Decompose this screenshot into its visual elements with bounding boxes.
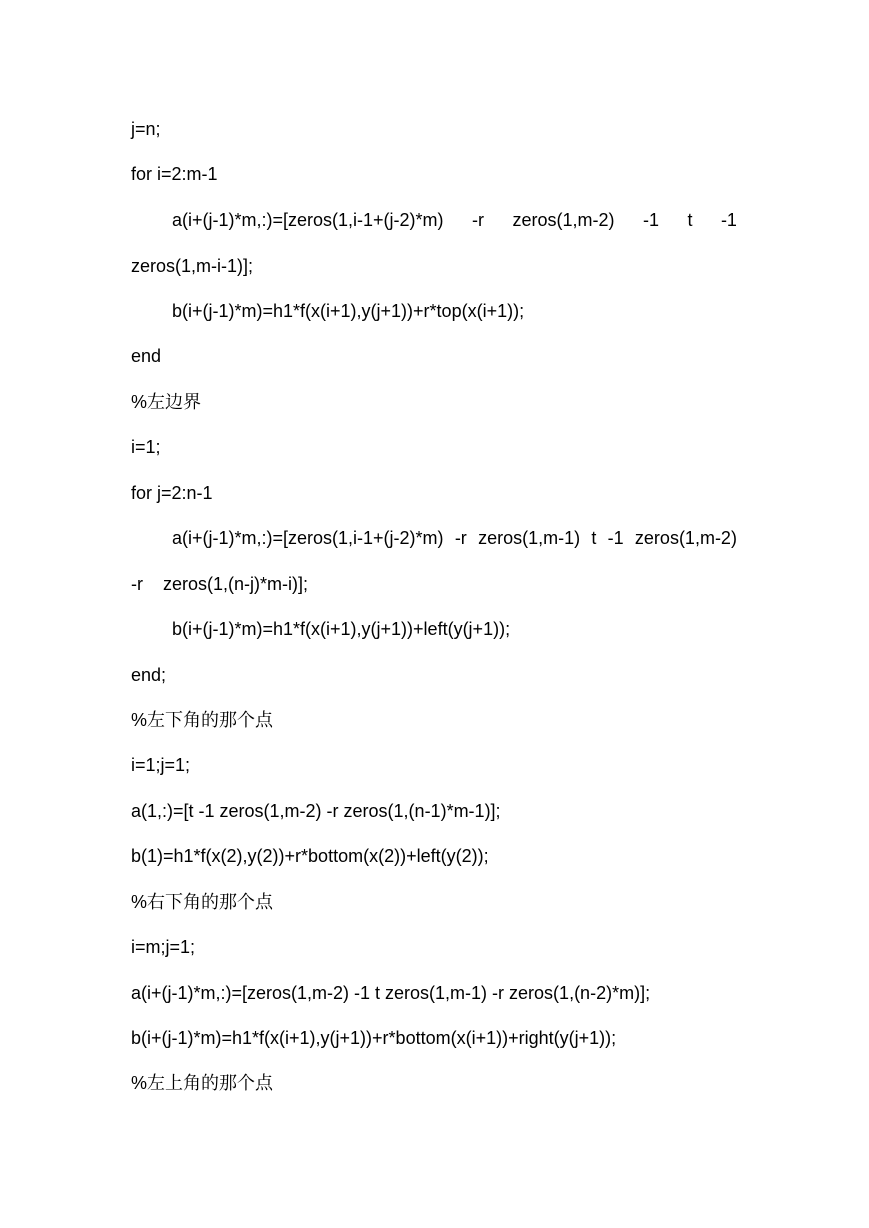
code-line: a(1,:)=[t -1 zeros(1,m-2) -r zeros(1,(n-1)*m-1)]; bbox=[131, 801, 501, 821]
code-line-justified bbox=[172, 527, 737, 549]
code-token: t bbox=[687, 210, 693, 230]
code-token: -r bbox=[472, 210, 485, 230]
code-line: b(1)=h1*f(x(2),y(2))+r*bottom(x(2))+left(y(2)); bbox=[131, 846, 489, 866]
code-token: -1 bbox=[642, 210, 659, 230]
code-token: t bbox=[591, 528, 597, 548]
code-line: -r zeros(1,(n-j)*m-i)]; bbox=[131, 574, 308, 594]
code-token: -r bbox=[454, 528, 467, 548]
comment-line: %左边界 bbox=[131, 392, 202, 412]
code-line: i=1; bbox=[131, 437, 161, 457]
code-token: zeros(1,m-1) bbox=[478, 528, 581, 548]
code-line: i=1;j=1; bbox=[131, 755, 191, 775]
code-line: b(i+(j-1)*m)=h1*f(x(i+1),y(j+1))+r*top(x(i+1)); bbox=[172, 301, 525, 321]
code-line: end; bbox=[131, 665, 167, 685]
code-line: b(i+(j-1)*m)=h1*f(x(i+1),y(j+1))+r*bottom(x(i+1))+right(y(j+1)); bbox=[131, 1028, 617, 1048]
code-line-justified bbox=[172, 209, 737, 231]
code-line: for i=2:m-1 bbox=[131, 164, 218, 184]
code-token: zeros(1,m-2) bbox=[634, 528, 737, 548]
code-token: -1 bbox=[607, 528, 624, 548]
code-token: a(i+(j-1)*m,:)=[zeros(1,i-1+(j-2)*m) bbox=[172, 528, 444, 548]
comment-line: %左下角的那个点 bbox=[131, 710, 274, 730]
code-token: zeros(1,m-2) bbox=[512, 210, 615, 230]
code-line: j=n; bbox=[131, 119, 161, 139]
code-line: for j=2:n-1 bbox=[131, 483, 213, 503]
code-token: a(i+(j-1)*m,:)=[zeros(1,i-1+(j-2)*m) bbox=[172, 210, 444, 230]
comment-line: %右下角的那个点 bbox=[131, 892, 274, 912]
code-line: zeros(1,m-i-1)]; bbox=[131, 256, 254, 276]
code-line: end bbox=[131, 346, 162, 366]
code-line: b(i+(j-1)*m)=h1*f(x(i+1),y(j+1))+left(y(j+1)); bbox=[172, 619, 511, 639]
code-line: i=m;j=1; bbox=[131, 937, 196, 957]
code-line: a(i+(j-1)*m,:)=[zeros(1,m-2) -1 t zeros(1,m-1) -r zeros(1,(n-2)*m)]; bbox=[131, 983, 651, 1003]
comment-line: %左上角的那个点 bbox=[131, 1073, 274, 1093]
code-token: -1 bbox=[720, 210, 737, 230]
